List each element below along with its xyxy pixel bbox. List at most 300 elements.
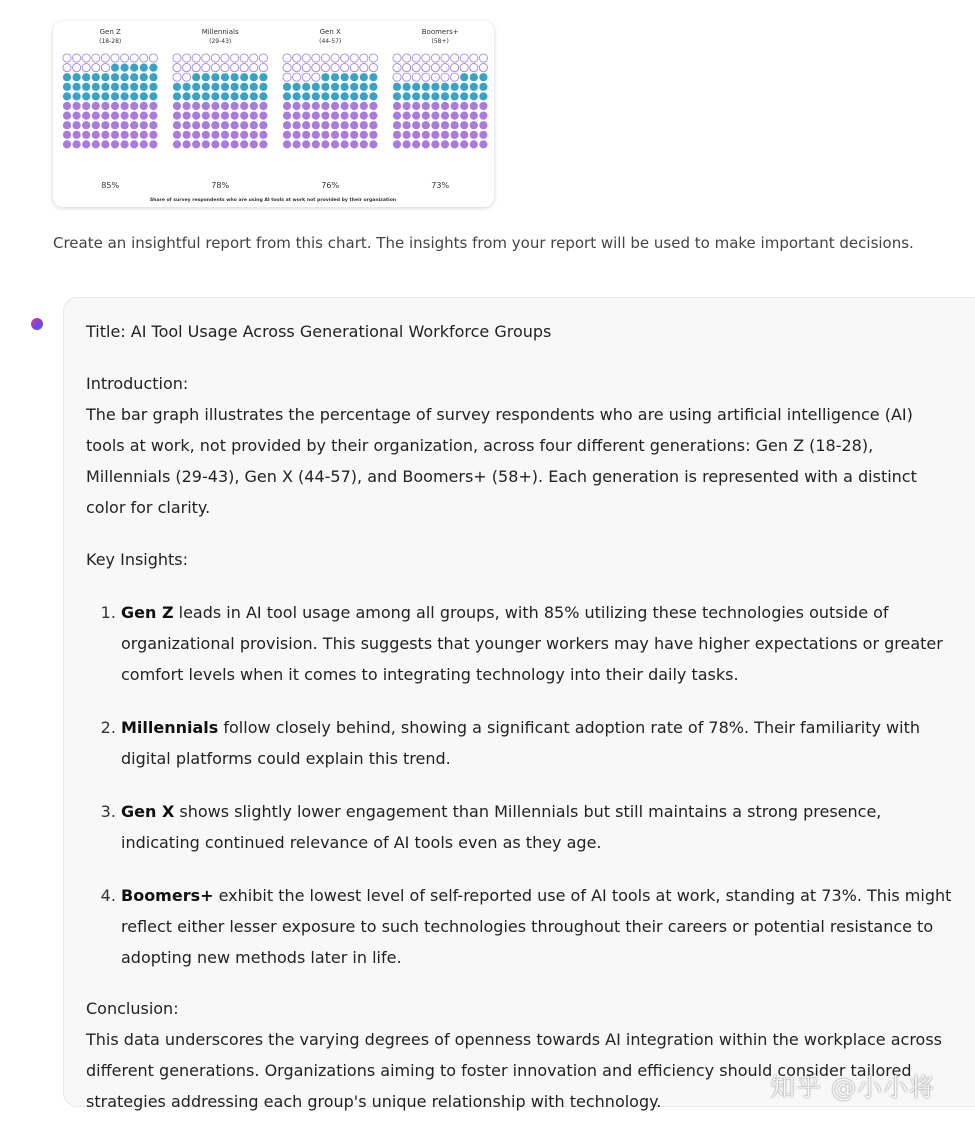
waffle-person-icon [130, 102, 138, 110]
waffle-person-icon [451, 54, 459, 62]
waffle-person-icon [92, 73, 100, 81]
waffle-person-icon [460, 92, 468, 100]
waffle-person-icon [341, 83, 349, 91]
waffle-person-icon [111, 102, 119, 110]
insight-text: leads in AI tool usage among all groups, with 85% utilizing these technologies outside of organizational provision. This suggests that younger workers may have higher expectations or greater comfort levels when it comes to integrating technology into their daily tasks. [121, 603, 943, 684]
waffle-person-icon [192, 131, 200, 139]
waffle-person-icon [451, 83, 459, 91]
insight-item [121, 597, 956, 690]
waffle-person-icon [202, 112, 210, 120]
waffle-person-icon [121, 112, 129, 120]
waffle-person-icon [211, 121, 219, 129]
waffle-person-icon [192, 102, 200, 110]
waffle-person-icon [331, 54, 339, 62]
waffle-person-icon [341, 54, 349, 62]
waffle-person-icon [360, 54, 368, 62]
waffle-person-icon [192, 92, 200, 100]
waffle-person-icon [221, 112, 229, 120]
chart-image [53, 21, 494, 207]
waffle-person-icon [101, 102, 109, 110]
waffle-person-icon [202, 140, 210, 148]
waffle-person-icon [183, 92, 191, 100]
waffle-person-icon [422, 64, 430, 72]
waffle-person-icon [221, 92, 229, 100]
waffle-person-icon [460, 112, 468, 120]
waffle-person-icon [312, 92, 320, 100]
waffle-person-icon [321, 102, 329, 110]
waffle-person-icon [121, 102, 129, 110]
waffle-person-icon [82, 54, 90, 62]
waffle-person-icon [111, 140, 119, 148]
waffle-person-icon [140, 121, 148, 129]
insight-text: exhibit the lowest level of self-reported use of AI tools at work, standing at 73%. This might reflect either lesser exposure to such technologies throughout their careers or potential resistance to adopting new methods later in life. [121, 886, 952, 967]
waffle-person-icon [369, 83, 377, 91]
waffle-person-icon [451, 102, 459, 110]
waffle-person-icon [173, 83, 181, 91]
generation-age-label: (58+) [431, 38, 449, 45]
insight-item [121, 880, 956, 973]
waffle-person-icon [130, 131, 138, 139]
insight-subject: Gen Z [121, 603, 174, 622]
waffle-person-icon [312, 131, 320, 139]
waffle-person-icon [321, 54, 329, 62]
waffle-person-icon [321, 92, 329, 100]
waffle-person-icon [312, 102, 320, 110]
waffle-person-icon [441, 83, 449, 91]
waffle-person-icon [360, 112, 368, 120]
waffle-person-icon [63, 140, 71, 148]
waffle-person-icon [312, 112, 320, 120]
waffle-person-icon [451, 121, 459, 129]
waffle-person-icon [341, 102, 349, 110]
waffle-person-icon [369, 64, 377, 72]
insights-list [86, 597, 956, 973]
waffle-person-icon [231, 102, 239, 110]
waffle-person-icon [259, 131, 267, 139]
waffle-person-icon [240, 83, 248, 91]
waffle-person-icon [470, 64, 478, 72]
assistant-response [86, 316, 956, 1117]
waffle-person-icon [183, 64, 191, 72]
waffle-person-icon [393, 83, 401, 91]
waffle-person-icon [312, 140, 320, 148]
waffle-person-icon [431, 121, 439, 129]
waffle-person-icon [240, 121, 248, 129]
waffle-person-icon [121, 83, 129, 91]
waffle-person-icon [221, 102, 229, 110]
waffle-person-icon [302, 102, 310, 110]
waffle-person-icon [183, 83, 191, 91]
waffle-person-icon [140, 64, 148, 72]
waffle-person-icon [360, 83, 368, 91]
waffle-person-icon [331, 102, 339, 110]
waffle-person-icon [92, 121, 100, 129]
waffle-person-icon [173, 64, 181, 72]
waffle-person-icon [202, 83, 210, 91]
waffle-person-icon [350, 64, 358, 72]
waffle-person-icon [369, 121, 377, 129]
waffle-person-icon [441, 112, 449, 120]
chart-caption: Share of survey respondents who are using AI tools at work not provided by their organization [149, 198, 397, 203]
waffle-person-icon [63, 64, 71, 72]
waffle-person-icon [479, 121, 487, 129]
waffle-person-icon [403, 112, 411, 120]
waffle-person-icon [211, 112, 219, 120]
waffle-person-icon [283, 83, 291, 91]
waffle-person-icon [73, 140, 81, 148]
waffle-person-icon [283, 131, 291, 139]
waffle-person-icon [82, 131, 90, 139]
waffle-person-icon [250, 121, 258, 129]
waffle-person-icon [321, 131, 329, 139]
waffle-person-icon [231, 73, 239, 81]
waffle-person-icon [130, 73, 138, 81]
waffle-person-icon [121, 140, 129, 148]
waffle-person-icon [431, 140, 439, 148]
waffle-person-icon [479, 92, 487, 100]
waffle-person-icon [341, 73, 349, 81]
waffle-person-icon [460, 83, 468, 91]
waffle-person-icon [82, 112, 90, 120]
waffle-person-icon [183, 121, 191, 129]
waffle-person-icon [422, 102, 430, 110]
waffle-person-icon [211, 54, 219, 62]
waffle-person-icon [360, 64, 368, 72]
waffle-person-icon [63, 131, 71, 139]
waffle-person-icon [369, 73, 377, 81]
waffle-person-icon [63, 121, 71, 129]
waffle-person-icon [130, 54, 138, 62]
waffle-person-icon [451, 131, 459, 139]
waffle-person-icon [221, 121, 229, 129]
waffle-person-icon [173, 112, 181, 120]
waffle-person-icon [293, 83, 301, 91]
insights-heading: Key Insights: [86, 550, 189, 569]
waffle-person-icon [403, 102, 411, 110]
waffle-person-icon [360, 92, 368, 100]
waffle-person-icon [149, 64, 157, 72]
waffle-person-icon [479, 102, 487, 110]
waffle-person-icon [111, 54, 119, 62]
waffle-person-icon [73, 121, 81, 129]
generation-label: Gen X [319, 28, 341, 36]
waffle-person-icon [422, 54, 430, 62]
waffle-person-icon [231, 64, 239, 72]
waffle-person-icon [202, 131, 210, 139]
waffle-person-icon [451, 112, 459, 120]
waffle-person-icon [403, 64, 411, 72]
waffle-person-icon [221, 131, 229, 139]
waffle-person-icon [451, 64, 459, 72]
waffle-person-icon [412, 121, 420, 129]
waffle-person-icon [192, 140, 200, 148]
waffle-person-icon [101, 73, 109, 81]
insight-subject: Gen X [121, 802, 175, 821]
waffle-person-icon [130, 140, 138, 148]
waffle-person-icon [369, 102, 377, 110]
waffle-person-icon [221, 54, 229, 62]
waffle-person-icon [63, 92, 71, 100]
waffle-person-icon [393, 64, 401, 72]
waffle-person-icon [202, 92, 210, 100]
generation-label: Millennials [201, 28, 239, 36]
waffle-person-icon [422, 73, 430, 81]
waffle-person-icon [140, 92, 148, 100]
waffle-person-icon [350, 83, 358, 91]
waffle-person-icon [412, 140, 420, 148]
waffle-person-icon [360, 131, 368, 139]
waffle-person-icon [321, 140, 329, 148]
waffle-person-icon [231, 121, 239, 129]
waffle-person-icon [250, 83, 258, 91]
insight-item [121, 712, 956, 774]
waffle-person-icon [149, 73, 157, 81]
waffle-person-icon [293, 64, 301, 72]
waffle-person-icon [460, 140, 468, 148]
data-label: 76% [321, 181, 340, 190]
waffle-person-icon [63, 112, 71, 120]
waffle-person-icon [92, 92, 100, 100]
waffle-person-icon [82, 102, 90, 110]
waffle-person-icon [240, 64, 248, 72]
waffle-person-icon [111, 73, 119, 81]
waffle-person-icon [111, 131, 119, 139]
waffle-person-icon [283, 121, 291, 129]
waffle-person-icon [403, 54, 411, 62]
waffle-person-icon [293, 121, 301, 129]
waffle-person-icon [441, 140, 449, 148]
waffle-person-icon [312, 121, 320, 129]
waffle-person-icon [360, 73, 368, 81]
waffle-person-icon [250, 92, 258, 100]
generation-age-label: (44-57) [319, 38, 342, 45]
waffle-person-icon [460, 131, 468, 139]
waffle-person-icon [293, 140, 301, 148]
waffle-person-icon [479, 140, 487, 148]
waffle-person-icon [211, 83, 219, 91]
waffle-person-icon [250, 112, 258, 120]
generation-age-label: (29-43) [209, 38, 232, 45]
waffle-person-icon [331, 64, 339, 72]
waffle-person-icon [130, 121, 138, 129]
waffle-person-icon [173, 54, 181, 62]
waffle-person-icon [240, 92, 248, 100]
insight-item [121, 796, 956, 858]
waffle-person-icon [140, 112, 148, 120]
waffle-person-icon [140, 102, 148, 110]
waffle-person-icon [231, 140, 239, 148]
waffle-person-icon [202, 64, 210, 72]
waffle-person-icon [451, 92, 459, 100]
waffle-person-icon [140, 83, 148, 91]
waffle-person-icon [183, 131, 191, 139]
waffle-person-icon [460, 102, 468, 110]
waffle-person-icon [393, 112, 401, 120]
waffle-person-icon [92, 54, 100, 62]
waffle-person-icon [412, 92, 420, 100]
waffle-person-icon [283, 102, 291, 110]
waffle-person-icon [101, 64, 109, 72]
waffle-person-icon [451, 73, 459, 81]
waffle-person-icon [412, 131, 420, 139]
generation-label: Boomers+ [421, 28, 459, 36]
waffle-person-icon [121, 73, 129, 81]
waffle-person-icon [470, 140, 478, 148]
waffle-person-icon [82, 73, 90, 81]
conclusion-heading: Conclusion: [86, 999, 179, 1018]
report-title: Title: AI Tool Usage Across Generational Workforce Groups [86, 322, 552, 341]
waffle-person-icon [302, 140, 310, 148]
waffle-person-icon [470, 54, 478, 62]
watermark-text: 知乎 @小小将 [770, 1073, 935, 1102]
waffle-person-icon [312, 73, 320, 81]
waffle-person-icon [183, 140, 191, 148]
waffle-person-icon [82, 83, 90, 91]
waffle-person-icon [73, 54, 81, 62]
waffle-person-icon [173, 92, 181, 100]
waffle-person-icon [250, 102, 258, 110]
waffle-person-icon [73, 102, 81, 110]
waffle-person-icon [302, 112, 310, 120]
waffle-person-icon [441, 131, 449, 139]
waffle-person-icon [470, 112, 478, 120]
waffle-person-icon [369, 92, 377, 100]
waffle-person-icon [149, 112, 157, 120]
insight-subject: Boomers+ [121, 886, 214, 905]
data-label: 85% [101, 181, 120, 190]
waffle-person-icon [460, 54, 468, 62]
waffle-person-icon [341, 121, 349, 129]
waffle-person-icon [173, 121, 181, 129]
waffle-person-icon [101, 92, 109, 100]
insight-subject: Millennials [121, 718, 219, 737]
waffle-person-icon [259, 92, 267, 100]
waffle-person-icon [140, 54, 148, 62]
waffle-person-icon [341, 92, 349, 100]
waffle-person-icon [149, 92, 157, 100]
waffle-person-icon [111, 92, 119, 100]
waffle-person-icon [82, 121, 90, 129]
waffle-person-icon [302, 92, 310, 100]
waffle-person-icon [250, 140, 258, 148]
waffle-person-icon [240, 73, 248, 81]
waffle-person-icon [130, 92, 138, 100]
waffle-person-icon [369, 54, 377, 62]
waffle-person-icon [130, 112, 138, 120]
waffle-person-icon [250, 73, 258, 81]
waffle-person-icon [283, 54, 291, 62]
waffle-person-icon [231, 112, 239, 120]
waffle-person-icon [393, 54, 401, 62]
waffle-person-icon [393, 102, 401, 110]
waffle-person-icon [331, 140, 339, 148]
waffle-person-icon [259, 102, 267, 110]
waffle-person-icon [149, 54, 157, 62]
waffle-person-icon [321, 73, 329, 81]
waffle-person-icon [321, 64, 329, 72]
waffle-person-icon [121, 54, 129, 62]
waffle-person-icon [192, 112, 200, 120]
waffle-person-icon [183, 54, 191, 62]
waffle-person-icon [231, 83, 239, 91]
waffle-person-icon [350, 102, 358, 110]
waffle-person-icon [259, 83, 267, 91]
generation-label: Gen Z [99, 28, 121, 36]
waffle-person-icon [82, 64, 90, 72]
waffle-person-icon [192, 64, 200, 72]
waffle-person-icon [173, 131, 181, 139]
waffle-person-icon [350, 140, 358, 148]
waffle-person-icon [412, 112, 420, 120]
waffle-person-icon [283, 64, 291, 72]
waffle-person-icon [312, 83, 320, 91]
waffle-person-icon [460, 73, 468, 81]
waffle-person-icon [149, 131, 157, 139]
waffle-person-icon [121, 121, 129, 129]
waffle-person-icon [92, 83, 100, 91]
waffle-person-icon [140, 140, 148, 148]
waffle-person-icon [283, 73, 291, 81]
waffle-person-icon [73, 112, 81, 120]
waffle-person-icon [331, 83, 339, 91]
waffle-person-icon [431, 112, 439, 120]
waffle-person-icon [101, 121, 109, 129]
waffle-person-icon [250, 64, 258, 72]
waffle-person-icon [302, 131, 310, 139]
assistant-avatar-icon [31, 318, 43, 330]
waffle-person-icon [431, 64, 439, 72]
waffle-person-icon [259, 64, 267, 72]
waffle-person-icon [479, 131, 487, 139]
waffle-person-icon [149, 121, 157, 129]
waffle-person-icon [393, 121, 401, 129]
waffle-person-icon [240, 131, 248, 139]
waffle-person-icon [350, 121, 358, 129]
waffle-person-icon [293, 102, 301, 110]
waffle-person-icon [149, 83, 157, 91]
waffle-person-icon [412, 102, 420, 110]
waffle-person-icon [321, 83, 329, 91]
waffle-person-icon [422, 131, 430, 139]
waffle-person-icon [393, 131, 401, 139]
waffle-person-icon [202, 54, 210, 62]
waffle-person-icon [441, 121, 449, 129]
waffle-person-icon [360, 140, 368, 148]
waffle-person-icon [259, 73, 267, 81]
waffle-person-icon [293, 54, 301, 62]
waffle-person-icon [283, 140, 291, 148]
waffle-person-icon [101, 112, 109, 120]
waffle-person-icon [422, 112, 430, 120]
waffle-person-icon [240, 112, 248, 120]
waffle-person-icon [431, 54, 439, 62]
waffle-person-icon [111, 83, 119, 91]
waffle-person-icon [130, 64, 138, 72]
waffle-person-icon [250, 54, 258, 62]
waffle-chart [53, 21, 494, 207]
waffle-person-icon [331, 92, 339, 100]
waffle-person-icon [92, 140, 100, 148]
waffle-person-icon [183, 73, 191, 81]
conclusion-text: This data underscores the varying degrees of openness towards AI integration within the workplace across different generations. Organizations aiming to foster innovation and efficiency should consider tailored strategies addressing each group's unique relationship with technology. [86, 1030, 942, 1111]
waffle-person-icon [202, 102, 210, 110]
waffle-person-icon [431, 102, 439, 110]
waffle-person-icon [331, 121, 339, 129]
waffle-person-icon [92, 102, 100, 110]
waffle-person-icon [441, 73, 449, 81]
waffle-person-icon [403, 131, 411, 139]
waffle-person-icon [470, 102, 478, 110]
